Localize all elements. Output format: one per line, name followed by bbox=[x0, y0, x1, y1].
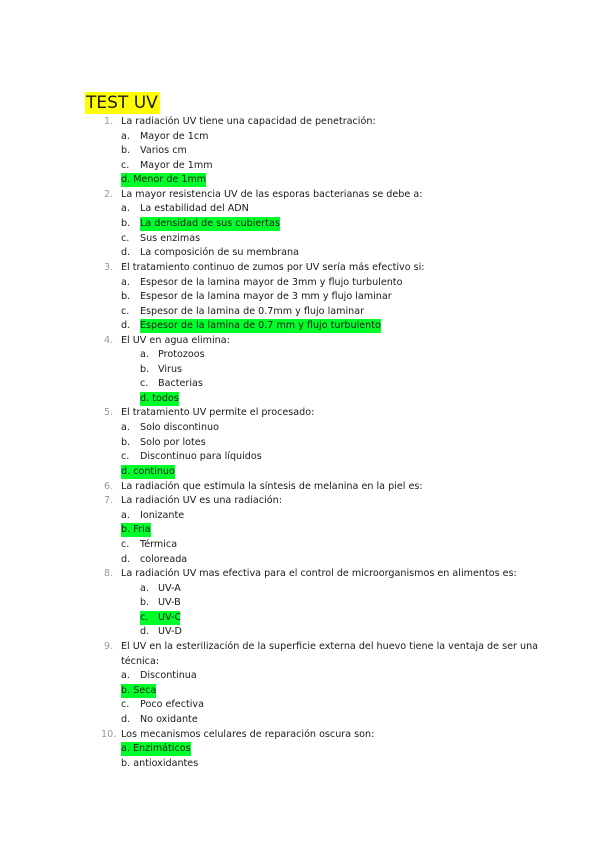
question-number: 9. bbox=[104, 641, 114, 652]
option-letter: d. bbox=[121, 320, 131, 331]
question-text: La radiación UV tiene una capacidad de penetración: bbox=[121, 116, 376, 127]
option-text: No oxidante bbox=[140, 714, 198, 725]
option-text: Mayor de 1cm bbox=[140, 131, 209, 142]
option-text-highlighted: a. Enzimáticos bbox=[121, 743, 191, 754]
option-letter: b. bbox=[140, 364, 150, 375]
option-text: Discontinuo para líquidos bbox=[140, 451, 262, 462]
option-text: Poco efectiva bbox=[140, 699, 204, 710]
option-text-highlighted: b. Fria bbox=[121, 524, 151, 535]
question-number: 2. bbox=[104, 189, 114, 200]
option-text: UV-D bbox=[158, 626, 182, 637]
question-text: La mayor resistencia UV de las esporas bacterianas se debe a: bbox=[121, 189, 423, 200]
option-text: b. antioxidantes bbox=[121, 758, 199, 769]
question-text: La radiación que estimula la síntesis de melanina en la piel es: bbox=[121, 481, 423, 492]
option-letter: c. bbox=[121, 160, 130, 171]
option-text: Espesor de la lamina de 0.7mm y flujo laminar bbox=[140, 306, 365, 317]
question-number: 4. bbox=[104, 335, 114, 346]
option-text-highlighted: Espesor de la lamina de 0.7 mm y flujo turbulento bbox=[140, 320, 381, 331]
question-text: El tratamiento continuo de zumos por UV sería más efectivo si: bbox=[121, 262, 425, 273]
question-text: El UV en agua elimina: bbox=[121, 335, 230, 346]
option-text: Ionizante bbox=[140, 510, 185, 521]
option-letter: a. bbox=[121, 131, 130, 142]
question-text: El UV en la esterilización de la superficie externa del huevo tiene la ventaja de ser una bbox=[121, 641, 539, 652]
option-letter: d. bbox=[121, 714, 131, 725]
option-letter: c. bbox=[121, 539, 130, 550]
option-text: Espesor de la lamina mayor de 3 mm y flujo laminar bbox=[140, 291, 392, 302]
option-letter: a. bbox=[121, 422, 130, 433]
option-text-highlighted: d. continuo bbox=[121, 466, 175, 477]
option-letter: a. bbox=[140, 349, 149, 360]
question-number: 3. bbox=[104, 262, 114, 273]
option-letter: a. bbox=[121, 277, 130, 288]
question-number: 7. bbox=[104, 495, 114, 506]
option-letter: d. bbox=[121, 247, 131, 258]
option-text: Espesor de la lamina mayor de 3mm y flujo turbulento bbox=[140, 277, 403, 288]
option-text: La estabilidad del ADN bbox=[140, 203, 249, 214]
option-letter: c. bbox=[121, 451, 130, 462]
question-text: La radiación UV mas efectiva para el control de microorganismos en alimentos es: bbox=[121, 568, 517, 579]
option-text-highlighted: d. todos bbox=[140, 393, 179, 404]
question-text: técnica: bbox=[121, 656, 160, 667]
question-text: El tratamiento UV permite el procesado: bbox=[121, 407, 315, 418]
option-text: coloreada bbox=[140, 554, 188, 565]
option-text-highlighted: b. Seca bbox=[121, 685, 157, 696]
question-text: La radiación UV es una radiación: bbox=[121, 495, 282, 506]
option-text: Bacterias bbox=[158, 378, 203, 389]
option-text: Sus enzimas bbox=[140, 233, 201, 244]
option-letter: b. bbox=[121, 437, 131, 448]
option-letter: a. bbox=[121, 670, 130, 681]
option-text: UV-B bbox=[158, 597, 181, 608]
option-text: UV-A bbox=[158, 583, 181, 594]
option-text: Varios cm bbox=[140, 145, 187, 156]
option-text-highlighted: La densidad de sus cubiertas bbox=[140, 218, 280, 229]
question-number: 10. bbox=[101, 729, 117, 740]
option-letter: c. bbox=[121, 306, 130, 317]
option-text: La composición de su membrana bbox=[140, 247, 299, 258]
option-letter: c. bbox=[140, 378, 149, 389]
option-letter: d. bbox=[140, 626, 150, 637]
option-text: Discontinua bbox=[140, 670, 197, 681]
option-text: Virus bbox=[158, 364, 183, 375]
option-letter: d. bbox=[121, 554, 131, 565]
option-letter: a. bbox=[121, 510, 130, 521]
option-letter: c. bbox=[121, 699, 130, 710]
question-number: 5. bbox=[104, 407, 114, 418]
option-letter: a. bbox=[140, 583, 149, 594]
option-letter: a. bbox=[121, 203, 130, 214]
option-text: Protozoos bbox=[158, 349, 205, 360]
option-letter: b. bbox=[140, 597, 150, 608]
option-letter: c. bbox=[140, 612, 149, 623]
question-number: 6. bbox=[104, 481, 114, 492]
question-text: Los mecanismos celulares de reparación oscura son: bbox=[121, 729, 375, 740]
option-text: Mayor de 1mm bbox=[140, 160, 213, 171]
option-letter: b. bbox=[121, 291, 131, 302]
option-letter: b. bbox=[121, 218, 131, 229]
option-text-highlighted: d. Menor de 1mm bbox=[121, 174, 207, 185]
question-number: 8. bbox=[104, 568, 114, 579]
question-number: 1. bbox=[104, 116, 114, 127]
option-text: Térmica bbox=[140, 539, 178, 550]
option-letter: c. bbox=[121, 233, 130, 244]
option-letter: b. bbox=[121, 145, 131, 156]
option-text: Solo discontinuo bbox=[140, 422, 219, 433]
option-text: Solo por lotes bbox=[140, 437, 206, 448]
option-text-highlighted: UV-C bbox=[158, 612, 182, 623]
page-title: TEST UV bbox=[86, 93, 158, 113]
